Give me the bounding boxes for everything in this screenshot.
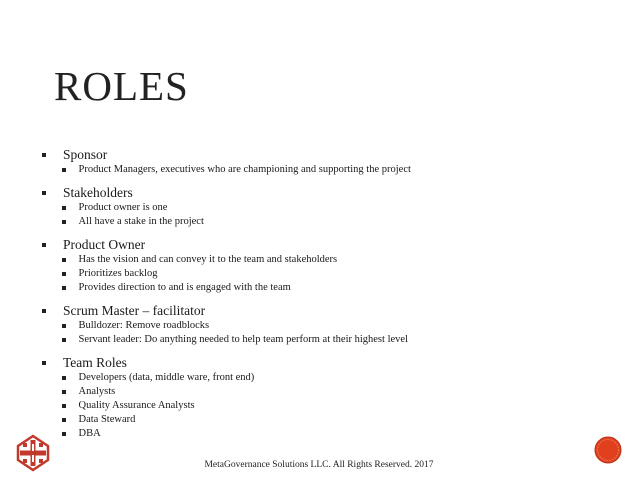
sub-bullet: [42, 253, 602, 267]
sub-bullet: [42, 319, 602, 333]
bullet-marker: [62, 220, 66, 224]
bullet-marker: [62, 404, 66, 408]
bullet-list: [42, 147, 602, 441]
sub-bullet: [42, 201, 602, 215]
bullet-heading: Scrum Master – facilitator: [63, 303, 206, 318]
sub-bullet-text: Prioritizes backlog: [78, 268, 158, 279]
bullet-marker: [42, 243, 46, 247]
bullet-marker: [62, 286, 66, 290]
sub-bullet-text: Analysts: [78, 386, 116, 397]
sub-bullet: [42, 333, 602, 347]
bullet-marker: [62, 418, 66, 422]
bullet-marker: [42, 309, 46, 313]
bullet-product-owner: [42, 237, 602, 253]
sub-bullet: [42, 385, 602, 399]
bullet-marker: [62, 376, 66, 380]
sub-bullet-text: Provides direction to and is engaged with the team: [78, 282, 291, 293]
sub-bullet-text: Product Managers, executives who are championing and supporting the project: [78, 164, 411, 175]
slide-title: ROLES: [54, 63, 189, 109]
bullet-marker: [42, 191, 46, 195]
bullet-heading: Stakeholders: [63, 185, 133, 200]
bullet-marker: [62, 338, 66, 342]
sub-bullet: [42, 427, 602, 441]
sub-bullet: [42, 399, 602, 413]
bullet-marker: [62, 258, 66, 262]
sub-bullet-text: Servant leader: Do anything needed to help team perform at their highest level: [78, 334, 408, 345]
sub-bullet: [42, 267, 602, 281]
sub-bullet-text: DBA: [78, 428, 101, 439]
bullet-heading: Product Owner: [63, 237, 146, 252]
bullet-marker: [62, 206, 66, 210]
sub-bullet: [42, 413, 602, 427]
sub-bullet-text: Has the vision and can convey it to the team and stakeholders: [78, 254, 338, 265]
bullet-heading: Sponsor: [63, 147, 108, 162]
bullet-marker: [42, 153, 46, 157]
sub-bullet-text: Bulldozer: Remove roadblocks: [78, 320, 210, 331]
bullet-marker: [62, 168, 66, 172]
sub-bullet-text: All have a stake in the project: [78, 216, 204, 227]
sub-bullet-text: Product owner is one: [78, 202, 168, 213]
sub-bullet: [42, 281, 602, 295]
bullet-marker: [62, 432, 66, 436]
sub-bullet: [42, 215, 602, 229]
sub-bullet-text: Data Steward: [78, 414, 136, 425]
bullet-marker: [62, 390, 66, 394]
bullet-marker: [62, 272, 66, 276]
bullet-sponsor: [42, 147, 602, 163]
sub-bullet-text: Quality Assurance Analysts: [78, 400, 195, 411]
bullet-scrum-master: [42, 303, 602, 319]
sub-bullet: [42, 371, 602, 385]
sub-bullet: [42, 163, 602, 177]
bullet-team-roles: [42, 355, 602, 371]
bullet-marker: [62, 324, 66, 328]
footer-text: MetaGovernance Solutions LLC. All Rights Reserved. 2017: [204, 460, 434, 470]
slide-nav-circle-icon[interactable]: [594, 436, 622, 464]
bullet-heading: Team Roles: [63, 355, 127, 370]
sub-bullet-text: Developers (data, middle ware, front end): [78, 372, 255, 383]
bullet-marker: [42, 361, 46, 365]
bullet-stakeholders: [42, 185, 602, 201]
